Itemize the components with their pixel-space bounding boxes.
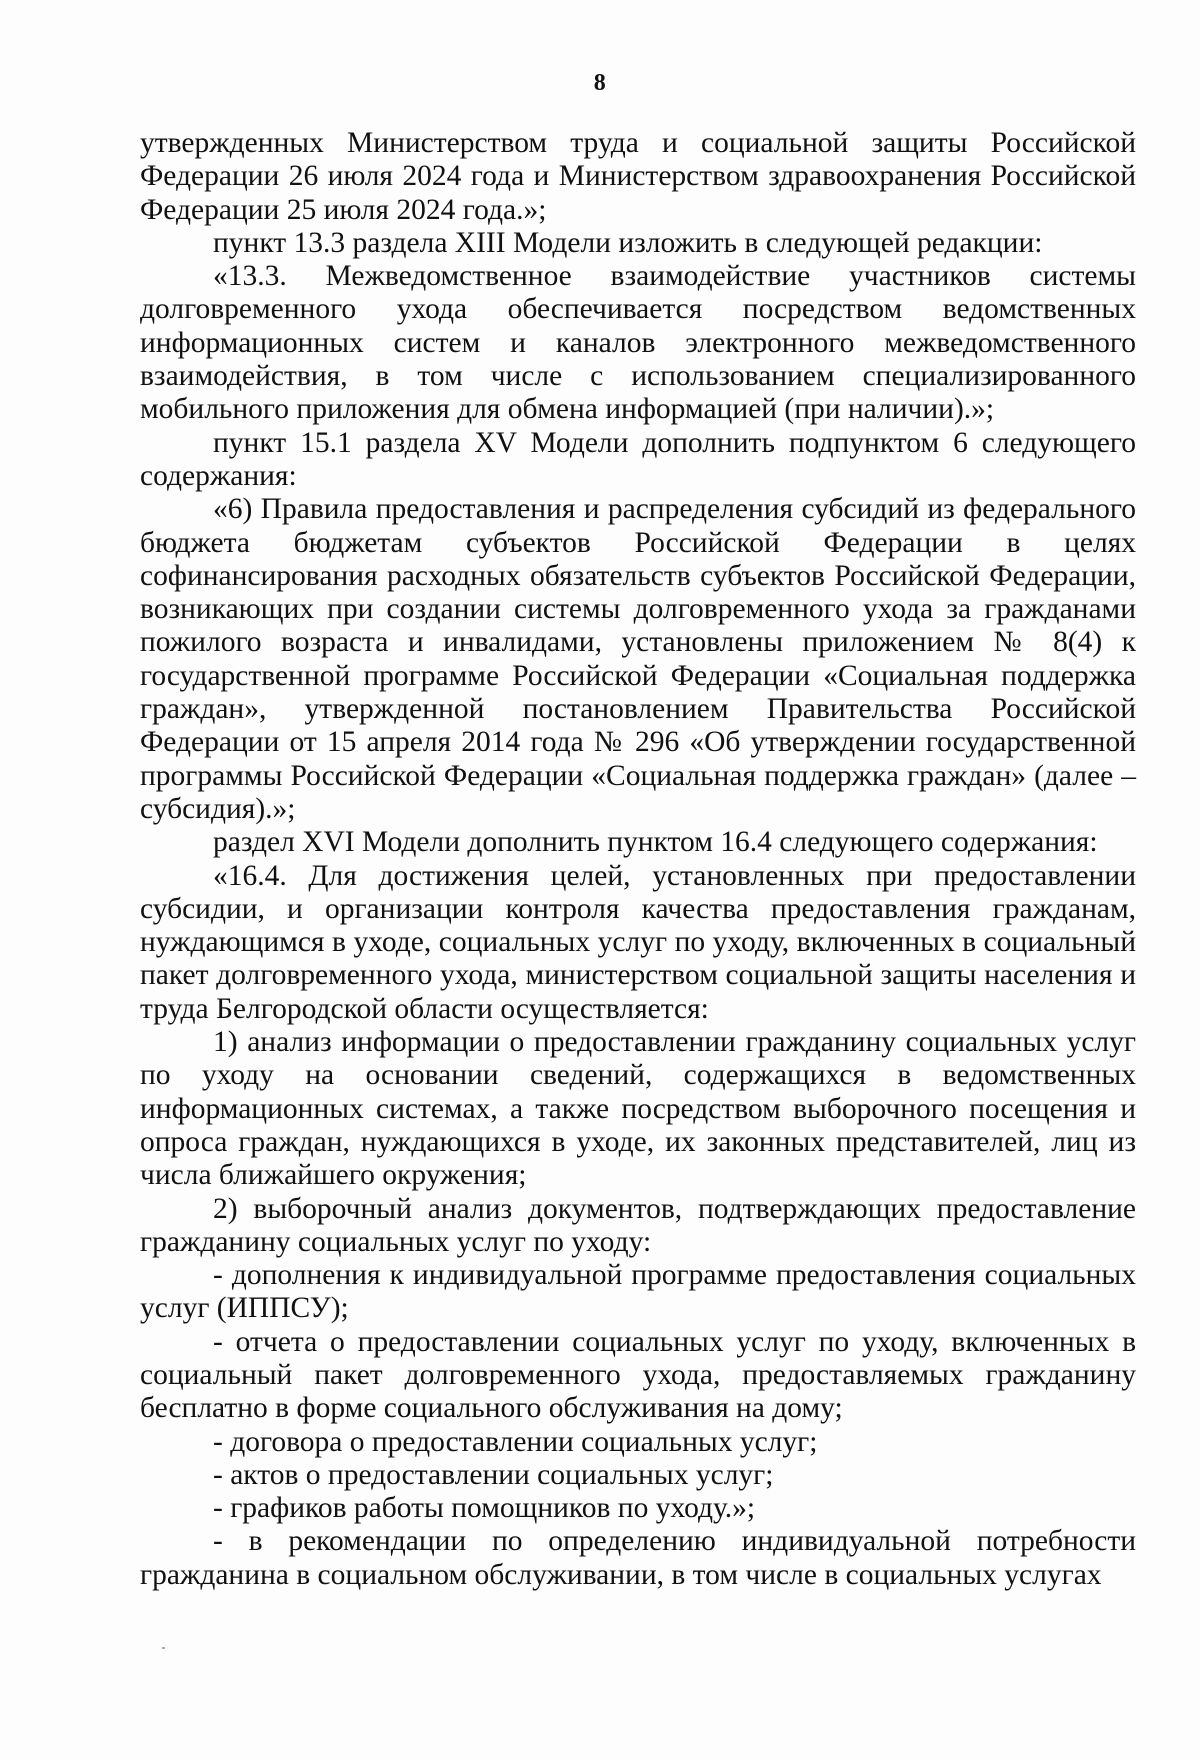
- scan-speck: [162, 1647, 165, 1649]
- list-item: - отчета о предоставлении социальных услуг по уходу, включенных в социальный пакет долговременного ухода, предоставляемых гражданину бесплатно в форме социального обслуживания на дому;: [140, 1325, 1136, 1425]
- list-item: - графиков работы помощников по уходу.»;: [213, 1492, 756, 1525]
- list-item: - дополнения к индивидуальной программе предоставления социальных услуг (ИППСУ);: [140, 1259, 1136, 1325]
- page-number: 8: [593, 70, 607, 96]
- paragraph: утвержденных Министерством труда и социальной защиты Российской Федерации 26 июля 2024 года и Министерством здравоохранения Российской Федерации 25 июля 2024 года.»;: [140, 127, 1136, 226]
- list-item: - договора о предоставлении социальных услуг;: [213, 1425, 818, 1458]
- paragraph: пункт 15.1 раздела XV Модели дополнить подпунктом 6 следующего содержания:: [140, 426, 1136, 492]
- paragraph: пункт 13.3 раздела XIII Модели изложить в следующей редакции:: [213, 226, 1043, 259]
- list-item: - актов о предоставлении социальных услуг;: [213, 1458, 774, 1491]
- list-item: 2) выборочный анализ документов, подтверждающих предоставление гражданину социальных услуг по уходу:: [140, 1192, 1136, 1258]
- document-body: [140, 127, 1136, 1592]
- list-item: 1) анализ информации о предоставлении гражданину социальных услуг по уходу на основании сведений, содержащихся в ведомственных информационных системах, а также посредством выборочного посещения и опроса граждан, нуждающихся в уходе, их законных представителей, лиц из числа ближайшего окружения;: [140, 1026, 1136, 1192]
- list-item: - в рекомендации по определению индивидуальной потребности гражданина в социальном обслуживании, в том числе в социальных услугах: [140, 1525, 1136, 1591]
- paragraph: раздел XVI Модели дополнить пунктом 16.4 следующего содержания:: [213, 826, 1098, 859]
- paragraph: «16.4. Для достижения целей, установленных при предоставлении субсидии, и организации контроля качества предоставления гражданам, нуждающимся в уходе, социальных услуг по уходу, включенных в социальный пакет долговременного ухода, министерством социальной защиты населения и труда Белгородской области осуществляется:: [140, 859, 1136, 1025]
- paragraph: «6) Правила предоставления и распределения субсидий из федерального бюджета бюджетам субъектов Российской Федерации в целях софинансирования расходных обязательств субъектов Российской Федерации, возникающих при создании системы долговременного ухода за гражданами пожилого возраста и инвалидами, установлены приложением № 8(4) к государственной программе Российской Федерации «Социальная поддержка граждан», утвержденной постановлением Правительства Российской Федерации от 15 апреля 2014 года № 296 «Об утверждении государственной программы Российской Федерации «Социальная поддержка граждан» (далее – субсидия).»;: [140, 493, 1136, 825]
- paragraph: «13.3. Межведомственное взаимодействие участников системы долговременного ухода обеспечивается посредством ведомственных информационных систем и каналов электронного межведомственного взаимодействия, в том числе с использованием специализированного мобильного приложения для обмена информацией (при наличии).»;: [140, 260, 1136, 426]
